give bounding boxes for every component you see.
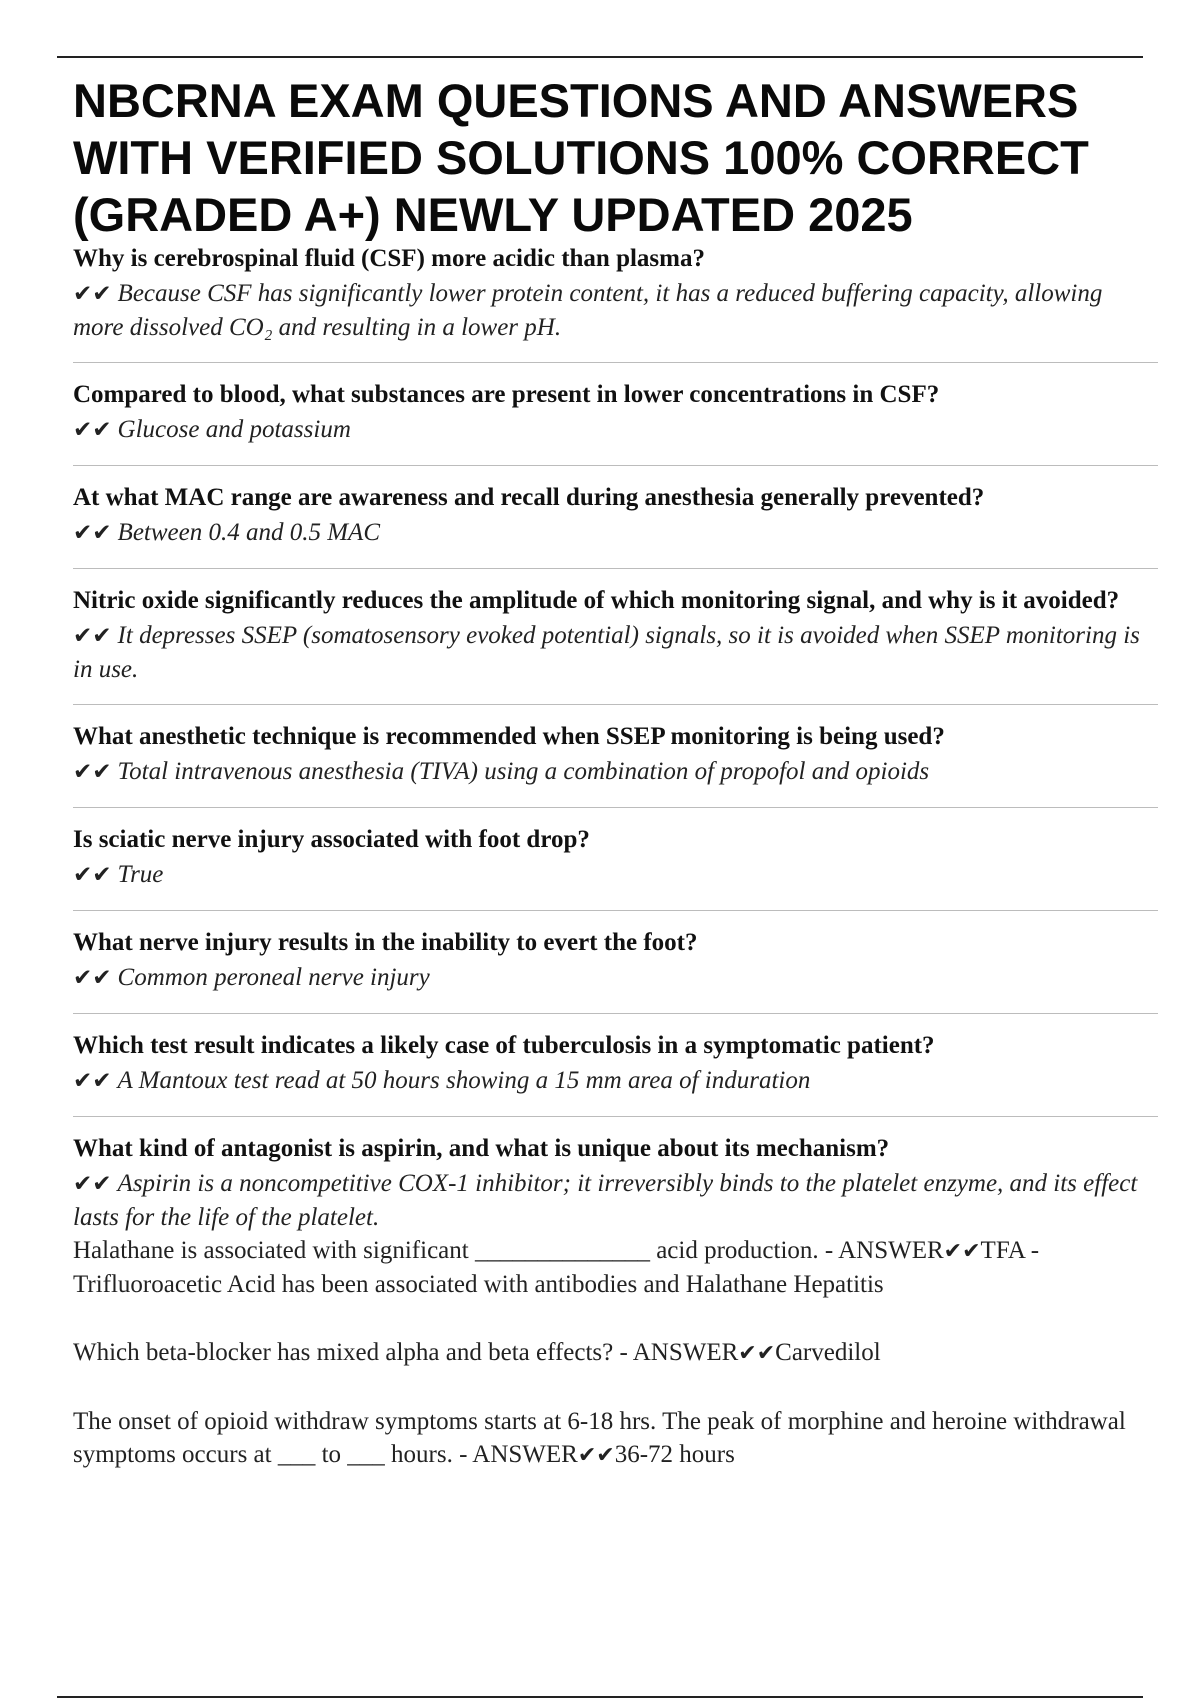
- bottom-rule: [57, 1696, 1143, 1698]
- question-text: Compared to blood, what substances are present in lower concentrations in CSF?: [73, 381, 940, 408]
- qa-item: [73, 379, 1158, 447]
- qa-item: [73, 585, 1158, 686]
- spacer: [73, 1301, 1158, 1336]
- answer-text: Because CSF has significantly lower protein content, it has a reduced buffering capacity, allowing more dissolved CO₂ and resulting in a lower pH.: [73, 280, 1103, 341]
- plain-answer-text: 36-72 hours: [614, 1441, 735, 1468]
- check-icon: ✔✔: [73, 1171, 112, 1197]
- divider: [73, 910, 1158, 911]
- answer-text: It depresses SSEP (somatosensory evoked potential) signals, so it is avoided when SSEP monitoring is in use.: [73, 622, 1140, 683]
- plain-answer-text: TFA - Trifluoroacetic Acid has been associated with antibodies and Halathane Hepatitis: [73, 1237, 1040, 1298]
- answer-text: True: [117, 861, 164, 888]
- check-icon: ✔✔: [73, 281, 112, 307]
- divider: [73, 1116, 1158, 1117]
- qa-item: [73, 482, 1158, 550]
- divider: [73, 1013, 1158, 1014]
- check-icon: ✔✔: [943, 1239, 981, 1264]
- check-icon: ✔✔: [73, 417, 112, 443]
- plain-qa-item: [73, 1234, 1158, 1301]
- answer: [73, 858, 1158, 892]
- question-text: Nitric oxide significantly reduces the amplitude of which monitoring signal, and why is it avoided?: [73, 587, 1120, 614]
- check-icon: ✔✔: [73, 759, 112, 785]
- check-icon: ✔✔: [73, 862, 112, 888]
- plain-question-text: Halathane is associated with significant ______________ acid production. - ANSWER: [73, 1237, 944, 1264]
- question-text: At what MAC range are awareness and recall during anesthesia generally prevented?: [73, 484, 985, 511]
- answer: [73, 413, 1158, 447]
- qa-item: [73, 1030, 1158, 1098]
- plain-answer-text: Carvedilol: [775, 1339, 881, 1366]
- answer: [73, 277, 1158, 344]
- qa-item: [73, 1133, 1158, 1234]
- check-icon: ✔✔: [73, 520, 112, 546]
- answer-text: Glucose and potassium: [117, 416, 351, 443]
- answer-text: Common peroneal nerve injury: [117, 964, 430, 991]
- qa-item: [73, 824, 1158, 892]
- qa-item: [73, 721, 1158, 789]
- question-text: What nerve injury results in the inability to evert the foot?: [73, 929, 698, 956]
- answer-text: A Mantoux test read at 50 hours showing a 15 mm area of induration: [117, 1067, 811, 1094]
- answer-text: Between 0.4 and 0.5 MAC: [117, 519, 380, 546]
- check-icon: ✔✔: [73, 965, 112, 991]
- check-icon: ✔✔: [73, 1068, 112, 1094]
- answer: [73, 961, 1158, 995]
- answer: [73, 1064, 1158, 1098]
- divider: [73, 807, 1158, 808]
- qa-item: [73, 927, 1158, 995]
- divider: [73, 465, 1158, 466]
- question-text: Why is cerebrospinal fluid (CSF) more acidic than plasma?: [73, 245, 705, 272]
- divider: [73, 362, 1158, 363]
- page-content: [73, 72, 1158, 1472]
- question-text: Is sciatic nerve injury associated with foot drop?: [73, 826, 590, 853]
- plain-question-text: Which beta-blocker has mixed alpha and beta effects? - ANSWER: [73, 1339, 739, 1366]
- document-title: NBCRNA EXAM QUESTIONS AND ANSWERS WITH VERIFIED SOLUTIONS 100% CORRECT (GRADED A+) NEWLY UPDATED 2025: [73, 74, 1089, 241]
- answer: [73, 516, 1158, 550]
- top-rule: [57, 56, 1143, 58]
- answer: [73, 1167, 1158, 1234]
- divider: [73, 704, 1158, 705]
- check-icon: ✔✔: [738, 1341, 776, 1366]
- question-text: What anesthetic technique is recommended when SSEP monitoring is being used?: [73, 723, 945, 750]
- spacer: [73, 1370, 1158, 1405]
- question-text: Which test result indicates a likely case of tuberculosis in a symptomatic patient?: [73, 1032, 935, 1059]
- question-text: What kind of antagonist is aspirin, and what is unique about its mechanism?: [73, 1135, 890, 1162]
- answer: [73, 619, 1158, 686]
- answer: [73, 755, 1158, 789]
- answer-text: Aspirin is a noncompetitive COX-1 inhibitor; it irreversibly binds to the platelet enzyme, and its effect lasts for the life of the platelet.: [73, 1170, 1138, 1231]
- answer-text: Total intravenous anesthesia (TIVA) using a combination of propofol and opioids: [117, 758, 930, 785]
- check-icon: ✔✔: [73, 623, 112, 649]
- divider: [73, 568, 1158, 569]
- plain-qa-item: [73, 1405, 1158, 1472]
- plain-qa-item: [73, 1336, 1158, 1370]
- qa-item: [73, 243, 1158, 344]
- plain-question-text: The onset of opioid withdraw symptoms starts at 6-18 hrs. The peak of morphine and heroine withdrawal symptoms occurs at ___ to ___ hours. - ANSWER: [73, 1408, 1126, 1468]
- check-icon: ✔✔: [577, 1443, 615, 1468]
